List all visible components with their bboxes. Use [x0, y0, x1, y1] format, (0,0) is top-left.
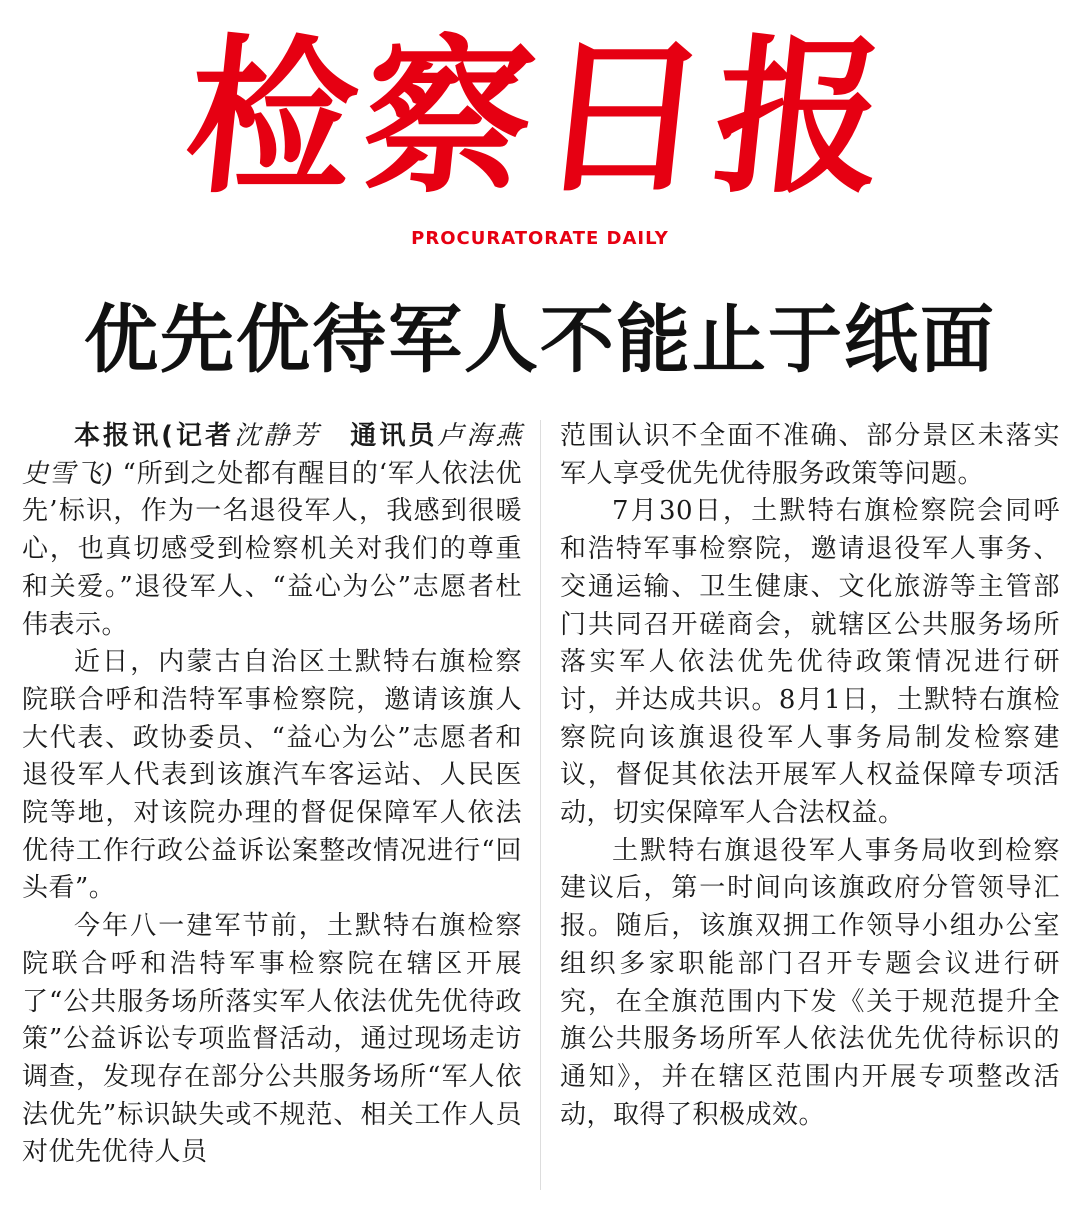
- article-column-left: [22, 418, 549, 1172]
- correspondent-names: 卢海燕 史雪飞): [22, 421, 549, 489]
- column-divider: [540, 420, 541, 1190]
- article-paragraph: 土默特右旗退役军人事务局收到检察建议后，第一时间向该旗政府分管领导汇报。随后，该旗双拥工作领导小组办公室组织多家职能部门召开专题会议进行研究，在全旗范围内下发《关于规范提升全旗公共服务场所军人依法优先优待标识的通知》，并在辖区范围内开展专项整改活动，取得了积极成效。: [560, 835, 1060, 1130]
- reporter-name: 沈静芳: [234, 421, 322, 451]
- article-paragraph-continued: 范围认识不全面不准确、部分景区未落实军人享受优先优待服务政策等问题。: [560, 421, 1060, 489]
- article-paragraph: 近日，内蒙古自治区土默特右旗检察院联合呼和浩特军事检察院，邀请该旗人大代表、政协委员、“益心为公”志愿者和退役军人代表到该旗汽车客运站、人民医院等地，对该院办理的督促保障军人依法优待工作行政公益诉讼案整改情况进行“回头看”。: [22, 647, 522, 904]
- article-column-right: [560, 418, 1060, 1134]
- correspondent-label: 通讯员: [350, 421, 438, 451]
- article-paragraph: 今年八一建军节前，土默特右旗检察院联合呼和浩特军事检察院在辖区开展了“公共服务场所落实军人依法优先优待政策”公益诉讼专项监督活动，通过现场走访调查，发现存在部分公共服务场所“军人依法优先”标识缺失或不规范、相关工作人员对优先优待人员: [22, 911, 522, 1168]
- article-paragraph: [22, 418, 549, 644]
- newspaper-english-name: PROCURATORATE DAILY: [411, 228, 669, 249]
- lead-label: 本报讯(记者: [74, 421, 235, 451]
- paragraph-text: “所到之处都有醒目的‘军人依法优先’标识，作为一名退役军人，我感到很暖心，也真切感受到检察机关对我们的尊重和关爱。”退役军人、“益心为公”志愿者杜伟表示。: [22, 458, 523, 640]
- newspaper-logo: 检察日报: [177, 18, 903, 216]
- article-paragraph: 7月30日，土默特右旗检察院会同呼和浩特军事检察院，邀请退役军人事务、交通运输、卫生健康、文化旅游等主管部门共同召开磋商会，就辖区公共服务场所落实军人依法优先优待政策情况进行研讨，并达成共识。8月1日，土默特右旗检察院向该旗退役军人事务局制发检察建议，督促其依法开展军人权益保障专项活动，切实保障军人合法权益。: [560, 496, 1060, 829]
- article-headline: 优先优待军人不能止于纸面: [84, 297, 996, 383]
